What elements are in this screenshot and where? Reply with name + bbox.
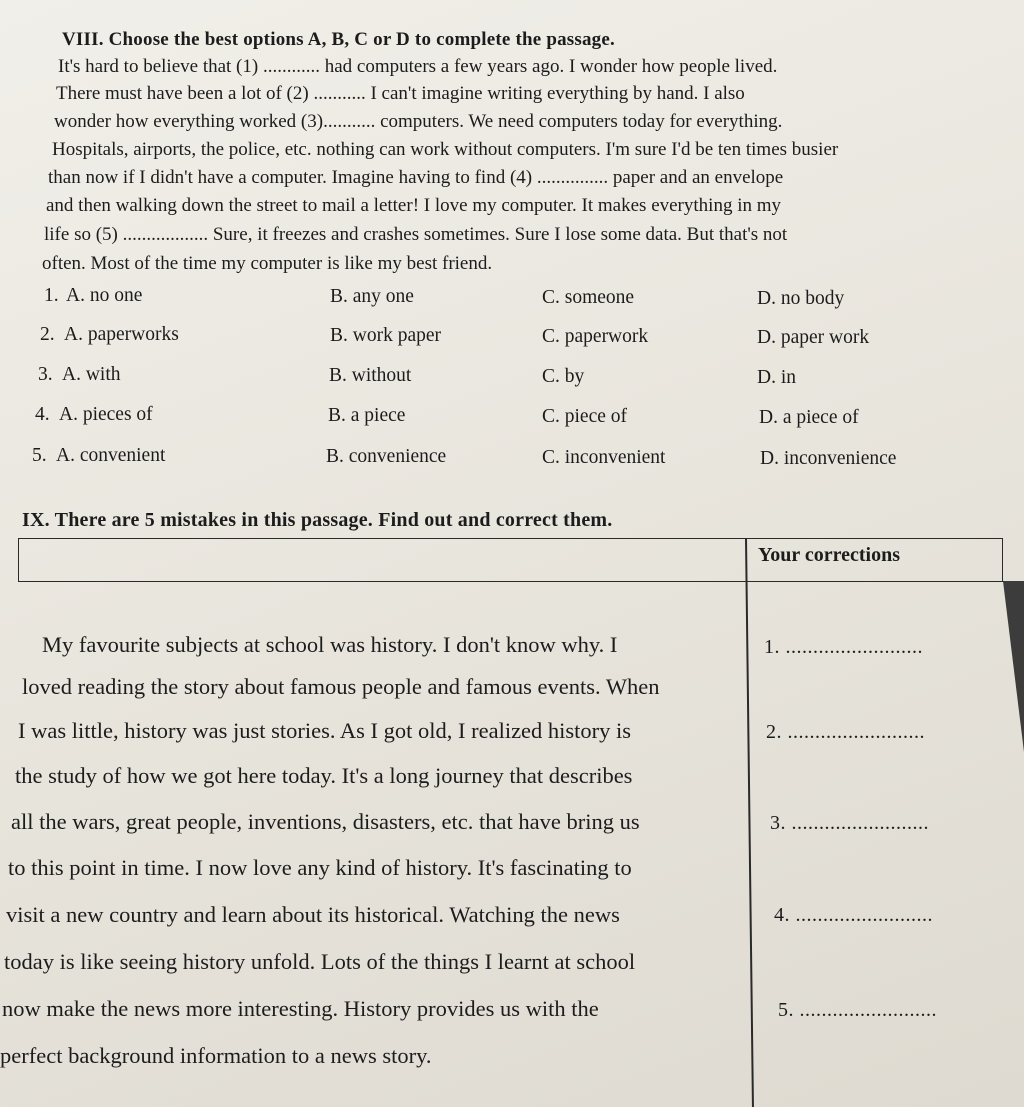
option-a: A. no one [66,285,143,306]
table-top-border [18,538,1003,539]
option-d: D. no body [757,288,845,309]
option-a: A. with [62,364,121,385]
option-d: D. in [757,367,796,388]
story-line-2: loved reading the story about famous people and famous events. When [22,674,660,699]
option-c: C. paperwork [542,326,649,347]
option-d: D. inconvenience [760,448,897,469]
story-line-10: perfect background information to a news story. [0,1043,432,1068]
option-c: C. inconvenient [542,447,666,468]
table-column-divider [745,538,753,1107]
table-header-divider [18,581,1004,582]
question-number: 4. [35,404,50,425]
passage-line-2: There must have been a lot of (2) ........... I can't imagine writing everything by hand. I also [56,83,745,104]
section-8-heading: VIII. Choose the best options A, B, C or D to complete the passage. [62,29,615,50]
passage-line-1: It's hard to believe that (1) ............ had computers a few years ago. I wonder how people lived. [58,56,778,77]
story-line-3: I was little, history was just stories. As I got old, I realized history is [18,718,632,743]
passage-line-5: than now if I didn't have a computer. Imagine having to find (4) ............... paper and an envelope [48,167,784,188]
story-line-9: now make the news more interesting. History provides us with the [2,996,599,1021]
story-line-6: to this point in time. I now love any kind of history. It's fascinating to [8,855,632,880]
story-line-7: visit a new country and learn about its historical. Watching the news [6,902,620,927]
option-b: B. convenience [326,446,447,467]
table-right-border-top [1002,538,1003,582]
passage-line-8: often. Most of the time my computer is like my best friend. [42,253,493,274]
story-line-1: My favourite subjects at school was history. I don't know why. I [42,632,618,657]
table-left-border [18,538,19,582]
question-number: 3. [38,364,53,385]
option-b: B. any one [330,286,414,307]
option-a: A. convenient [56,445,166,466]
option-c: C. someone [542,287,635,308]
correction-blank-5[interactable]: 5. ......................... [778,999,937,1021]
correction-blank-4[interactable]: 4. ......................... [774,904,933,926]
table-right-border-bottom [1003,581,1024,1107]
option-b: B. work paper [330,325,442,346]
option-d: D. a piece of [759,407,859,428]
option-c: C. by [542,366,585,387]
correction-blank-3[interactable]: 3. ......................... [770,812,929,834]
option-a: A. pieces of [59,404,153,425]
question-number: 1. [44,285,59,306]
passage-line-6: and then walking down the street to mail a letter! I love my computer. It makes everything in my [46,195,781,216]
passage-line-7: life so (5) .................. Sure, it freezes and crashes sometimes. Sure I lose some data. But that's not [44,224,788,245]
option-b: B. without [329,365,412,386]
question-number: 5. [32,445,47,466]
option-a: A. paperworks [64,324,179,345]
option-c: C. piece of [542,406,628,427]
correction-blank-2[interactable]: 2. ......................... [766,721,925,743]
section-9-heading: IX. There are 5 mistakes in this passage. Find out and correct them. [22,509,613,531]
option-d: D. paper work [757,327,870,348]
story-line-8: today is like seeing history unfold. Lots of the things I learnt at school [4,949,636,974]
corrections-header: Your corrections [758,544,901,566]
correction-blank-1[interactable]: 1. ......................... [764,636,923,658]
passage-line-4: Hospitals, airports, the police, etc. nothing can work without computers. I'm sure I'd be ten times busier [52,139,839,160]
question-number: 2. [40,324,55,345]
option-b: B. a piece [328,405,406,426]
story-line-4: the study of how we got here today. It's a long journey that describes [15,763,633,788]
story-line-5: all the wars, great people, inventions, disasters, etc. that have bring us [11,809,640,834]
passage-line-3: wonder how everything worked (3)........... computers. We need computers today for everything. [54,111,783,132]
